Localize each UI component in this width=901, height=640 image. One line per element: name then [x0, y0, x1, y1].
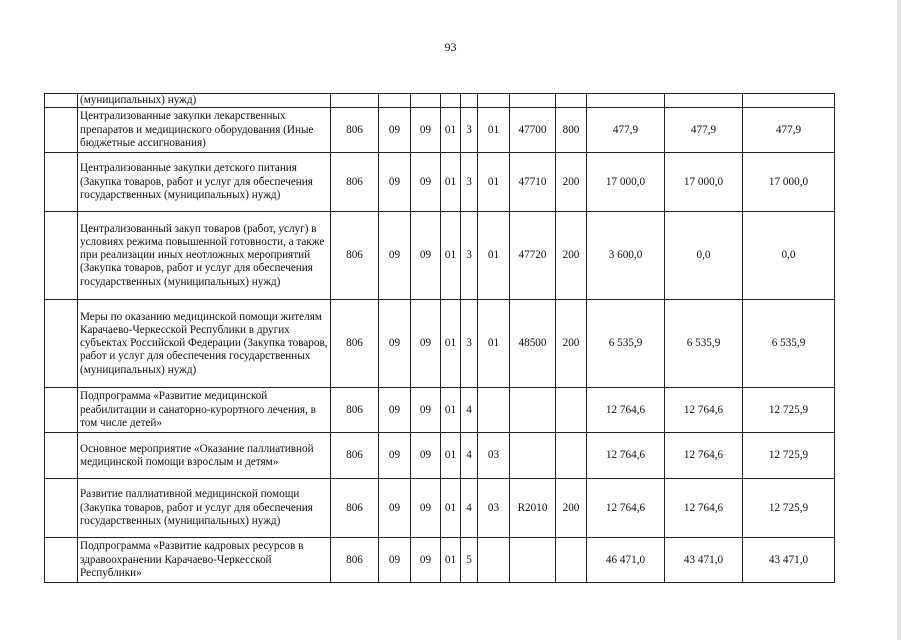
amount-year-3: 12 725,9: [743, 433, 835, 479]
page-number: 93: [444, 40, 457, 54]
expense-type-code: 200: [556, 479, 587, 538]
blank-cell: [45, 212, 78, 300]
expense-type-code: 800: [556, 108, 587, 153]
row-description: Централизованные закупки лекарственных препаратов и медицинского оборудования (Иные бюджетные ассигнования): [78, 108, 331, 153]
event-code: 01: [478, 108, 510, 153]
amount-year-2: 43 471,0: [665, 538, 743, 583]
ministry-code: 806: [331, 212, 379, 300]
subsection-code: 09: [411, 433, 441, 479]
subprogram-code: 4: [461, 479, 478, 538]
amount-year-3: 477,9: [743, 108, 835, 153]
expense-type-code: 200: [556, 300, 587, 388]
amount-year-3: 0,0: [743, 212, 835, 300]
table-row: [45, 538, 835, 583]
section-code: 09: [379, 108, 411, 153]
table-row: [45, 94, 835, 108]
amount-year-1: 3 600,0: [587, 212, 665, 300]
row-description: Централизованный закуп товаров (работ, услуг) в условиях режима повышенной готовности, а также при реализации иных неотложных мероприятий (Закупка товаров, работ и услуг для обеспечения государственных (муниципальных) нужд): [78, 212, 331, 300]
direction-code: 47720: [510, 212, 556, 300]
table-row: [45, 108, 835, 153]
expense-type-code: [556, 388, 587, 433]
blank-cell: [45, 433, 78, 479]
amount-year-1: 46 471,0: [587, 538, 665, 583]
direction-code: 48500: [510, 300, 556, 388]
row-description: Развитие паллиативной медицинской помощи (Закупка товаров, работ и услуг для обеспечения государственных (муниципальных) нужд): [78, 479, 331, 538]
amount-year-2: 12 764,6: [665, 479, 743, 538]
blank-cell: [45, 153, 78, 212]
subprogram-code: [461, 94, 478, 108]
ministry-code: 806: [331, 479, 379, 538]
ministry-code: 806: [331, 538, 379, 583]
program-code: 01: [441, 538, 461, 583]
table-row: [45, 433, 835, 479]
program-code: 01: [441, 388, 461, 433]
event-code: [478, 538, 510, 583]
row-description: Основное мероприятие «Оказание паллиативной медицинской помощи взрослым и детям»: [78, 433, 331, 479]
amount-year-3: 17 000,0: [743, 153, 835, 212]
scan-edge: [897, 0, 901, 640]
subprogram-code: 3: [461, 108, 478, 153]
ministry-code: 806: [331, 433, 379, 479]
amount-year-2: 17 000,0: [665, 153, 743, 212]
direction-code: [510, 94, 556, 108]
amount-year-1: 17 000,0: [587, 153, 665, 212]
amount-year-1: 12 764,6: [587, 388, 665, 433]
event-code: 03: [478, 479, 510, 538]
ministry-code: [331, 94, 379, 108]
row-description: Подпрограмма «Развитие кадровых ресурсов в здравоохранении Карачаево-Черкесской Республики»: [78, 538, 331, 583]
expense-type-code: [556, 433, 587, 479]
section-code: 09: [379, 388, 411, 433]
row-description: (муниципальных) нужд): [78, 94, 331, 108]
section-code: 09: [379, 433, 411, 479]
direction-code: [510, 388, 556, 433]
direction-code: [510, 433, 556, 479]
amount-year-2: 12 764,6: [665, 388, 743, 433]
event-code: [478, 94, 510, 108]
program-code: 01: [441, 212, 461, 300]
blank-cell: [45, 538, 78, 583]
section-code: 09: [379, 300, 411, 388]
expense-type-code: 200: [556, 212, 587, 300]
event-code: 01: [478, 212, 510, 300]
section-code: 09: [379, 212, 411, 300]
amount-year-1: 477,9: [587, 108, 665, 153]
subsection-code: 09: [411, 388, 441, 433]
subprogram-code: 3: [461, 300, 478, 388]
subsection-code: [411, 94, 441, 108]
amount-year-2: 6 535,9: [665, 300, 743, 388]
subprogram-code: 5: [461, 538, 478, 583]
amount-year-1: [587, 94, 665, 108]
amount-year-3: 12 725,9: [743, 388, 835, 433]
blank-cell: [45, 94, 78, 108]
row-description: Меры по оказанию медицинской помощи жителям Карачаево-Черкесской Республики в других субъектах Российской Федерации (Закупка товаров, работ и услуг для обеспечения государственных (муниципальных) нужд): [78, 300, 331, 388]
event-code: 03: [478, 433, 510, 479]
subsection-code: 09: [411, 153, 441, 212]
direction-code: R2010: [510, 479, 556, 538]
subsection-code: 09: [411, 108, 441, 153]
expense-type-code: 200: [556, 153, 587, 212]
table-row: [45, 388, 835, 433]
ministry-code: 806: [331, 153, 379, 212]
subprogram-code: 3: [461, 153, 478, 212]
amount-year-2: 12 764,6: [665, 433, 743, 479]
subprogram-code: 4: [461, 388, 478, 433]
amount-year-3: [743, 94, 835, 108]
subsection-code: 09: [411, 300, 441, 388]
program-code: 01: [441, 433, 461, 479]
amount-year-3: 12 725,9: [743, 479, 835, 538]
row-description: Централизованные закупки детского питания (Закупка товаров, работ и услуг для обеспечения государственных (муниципальных) нужд): [78, 153, 331, 212]
blank-cell: [45, 479, 78, 538]
section-code: 09: [379, 153, 411, 212]
amount-year-2: 477,9: [665, 108, 743, 153]
amount-year-1: 12 764,6: [587, 433, 665, 479]
amount-year-3: 6 535,9: [743, 300, 835, 388]
ministry-code: 806: [331, 108, 379, 153]
direction-code: 47700: [510, 108, 556, 153]
amount-year-2: 0,0: [665, 212, 743, 300]
ministry-code: 806: [331, 300, 379, 388]
ministry-code: 806: [331, 388, 379, 433]
budget-table: [44, 93, 835, 583]
table-row: [45, 153, 835, 212]
expense-type-code: [556, 538, 587, 583]
table-row: [45, 479, 835, 538]
program-code: 01: [441, 108, 461, 153]
amount-year-3: 43 471,0: [743, 538, 835, 583]
subsection-code: 09: [411, 212, 441, 300]
direction-code: 47710: [510, 153, 556, 212]
program-code: [441, 94, 461, 108]
row-description: Подпрограмма «Развитие медицинской реабилитации и санаторно-курортного лечения, в том числе детей»: [78, 388, 331, 433]
amount-year-2: [665, 94, 743, 108]
event-code: [478, 388, 510, 433]
blank-cell: [45, 108, 78, 153]
blank-cell: [45, 300, 78, 388]
section-code: 09: [379, 538, 411, 583]
event-code: 01: [478, 300, 510, 388]
program-code: 01: [441, 479, 461, 538]
amount-year-1: 12 764,6: [587, 479, 665, 538]
table-row: [45, 212, 835, 300]
direction-code: [510, 538, 556, 583]
expense-type-code: [556, 94, 587, 108]
section-code: 09: [379, 479, 411, 538]
section-code: [379, 94, 411, 108]
event-code: 01: [478, 153, 510, 212]
subsection-code: 09: [411, 479, 441, 538]
subprogram-code: 3: [461, 212, 478, 300]
subprogram-code: 4: [461, 433, 478, 479]
program-code: 01: [441, 153, 461, 212]
blank-cell: [45, 388, 78, 433]
program-code: 01: [441, 300, 461, 388]
amount-year-1: 6 535,9: [587, 300, 665, 388]
table-row: [45, 300, 835, 388]
subsection-code: 09: [411, 538, 441, 583]
